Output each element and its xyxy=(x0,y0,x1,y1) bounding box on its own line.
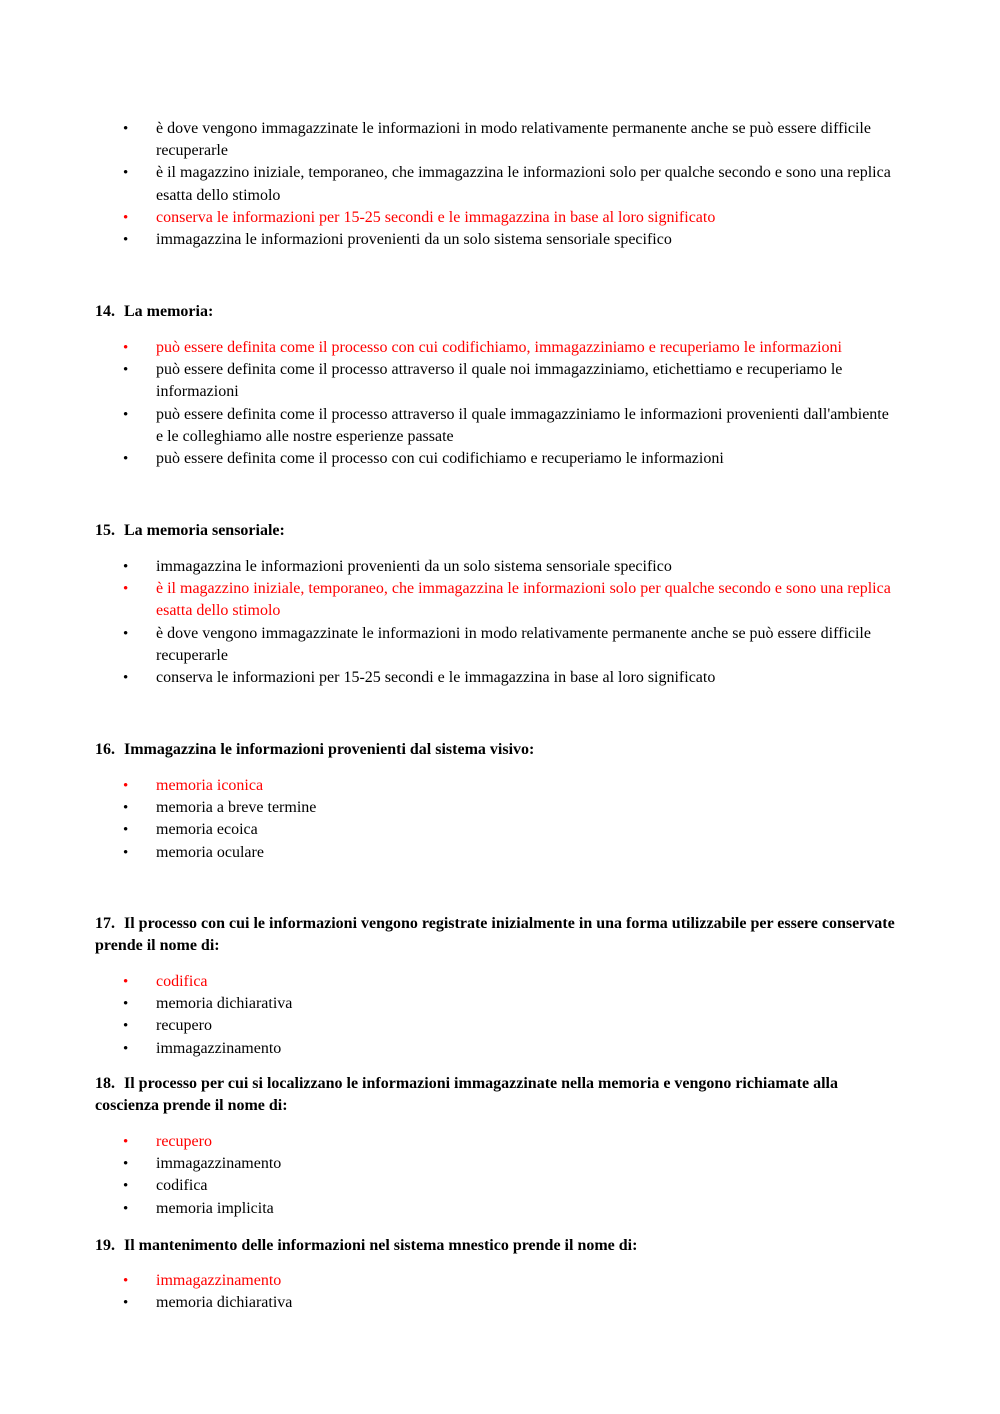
answer-text: memoria iconica xyxy=(156,777,264,794)
answer-text: immagazzinamento xyxy=(156,1155,282,1173)
answer-text: può essere definita come il processo attraverso il quale noi immagazziniamo, etichettiamo e recuperiamo le informazioni xyxy=(156,361,843,401)
answer-option xyxy=(95,1153,895,1175)
question-text: Il mantenimento delle informazioni nel sistema mnestico prende il nome di: xyxy=(124,1237,638,1254)
question-heading xyxy=(95,1073,895,1117)
answer-text: memoria ecoica xyxy=(156,821,258,839)
bullet-icon: • xyxy=(123,1200,129,1217)
answer-text: conserva le informazioni per 15-25 secondi e le immagazzina in base al loro significato xyxy=(156,208,716,226)
answer-option xyxy=(95,667,895,689)
answer-option xyxy=(95,118,895,162)
answer-text: può essere definita come il processo con cui codifichiamo e recuperiamo le informazioni xyxy=(156,450,724,468)
answer-text: immagazzinamento xyxy=(156,1272,282,1289)
question-text: Il processo per cui si localizzano le informazioni immagazzinate nella memoria e vengono richiamate alla coscienza prende il nome di: xyxy=(95,1075,838,1114)
answer-option xyxy=(95,819,895,841)
question-heading xyxy=(95,1235,895,1257)
question-heading xyxy=(95,520,895,542)
answer-text: è il magazzino iniziale, temporaneo, che immagazzina le informazioni solo per qualche secondo e sono una replica esatta dello stimolo xyxy=(156,580,891,620)
bullet-icon: • xyxy=(123,581,129,598)
answer-text: memoria dichiarativa xyxy=(156,1294,293,1312)
bullet-icon: • xyxy=(123,1134,129,1150)
answer-text: codifica xyxy=(156,973,208,990)
bullet-icon: • xyxy=(123,1178,129,1195)
bullet-icon: • xyxy=(123,625,129,642)
bullet-icon: • xyxy=(123,1040,129,1057)
answer-list xyxy=(95,775,895,864)
answer-option xyxy=(95,1292,895,1314)
answer-text: memoria dichiarativa xyxy=(156,995,293,1013)
bullet-icon: • xyxy=(123,974,129,990)
answer-list xyxy=(95,556,895,689)
bullet-icon: • xyxy=(123,670,129,687)
bullet-icon: • xyxy=(123,800,129,817)
answer-list xyxy=(95,1131,895,1220)
answer-text: conserva le informazioni per 15-25 secondi e le immagazzina in base al loro significato xyxy=(156,669,716,687)
bullet-icon: • xyxy=(123,362,129,379)
bullet-icon: • xyxy=(123,996,129,1013)
answer-text: codifica xyxy=(156,1177,208,1195)
question-number: 16. xyxy=(95,741,115,758)
answer-option xyxy=(95,556,895,578)
answer-option xyxy=(95,1175,895,1197)
answer-text: memoria oculare xyxy=(156,843,264,861)
answer-option xyxy=(95,993,895,1015)
bullet-icon: • xyxy=(123,165,129,182)
question-text: Immagazzina le informazioni provenienti dal sistema visivo: xyxy=(124,741,535,758)
answer-list xyxy=(95,971,895,1060)
question-heading xyxy=(95,913,895,957)
answer-option xyxy=(95,229,895,251)
answer-option xyxy=(95,404,895,448)
answer-option xyxy=(95,207,895,229)
answer-text: memoria implicita xyxy=(156,1199,274,1217)
answer-text: immagazzina le informazioni provenienti da un solo sistema sensoriale specifico xyxy=(156,558,672,575)
answer-text: può essere definita come il processo attraverso il quale immagazziniamo le informazioni provenienti dall'ambiente e le colleghiamo alle nostre esperienze passate xyxy=(156,405,889,445)
answer-text: recupero xyxy=(156,1017,212,1035)
answer-text: recupero xyxy=(156,1133,212,1150)
answer-list-top xyxy=(95,118,895,251)
question-number: 17. xyxy=(95,915,115,932)
answer-option xyxy=(95,337,895,359)
answer-option xyxy=(95,775,895,797)
answer-text: è dove vengono immagazzinate le informazioni in modo relativamente permanente anche se può essere difficile recuperarle xyxy=(156,624,871,664)
answer-list xyxy=(95,337,895,470)
bullet-icon: • xyxy=(123,209,129,226)
question-heading xyxy=(95,739,895,761)
answer-list xyxy=(95,1270,895,1314)
answer-text: memoria a breve termine xyxy=(156,799,317,817)
bullet-icon: • xyxy=(123,1273,129,1289)
answer-option xyxy=(95,797,895,819)
question-text: Il processo con cui le informazioni vengono registrate inizialmente in una forma utilizzabile per essere conservate prende il nome di: xyxy=(95,915,895,954)
answer-option xyxy=(95,1198,895,1220)
bullet-icon: • xyxy=(123,559,129,575)
question-number: 14. xyxy=(95,303,115,320)
question-text: La memoria sensoriale: xyxy=(124,522,285,539)
answer-option xyxy=(95,1131,895,1153)
answer-option xyxy=(95,162,895,206)
answer-text: può essere definita come il processo con cui codifichiamo, immagazziniamo e recuperiamo le informazioni xyxy=(156,339,842,356)
answer-text: immagazzina le informazioni provenienti da un solo sistema sensoriale specifico xyxy=(156,231,672,249)
answer-option xyxy=(95,842,895,864)
answer-option xyxy=(95,1270,895,1292)
bullet-icon: • xyxy=(123,232,129,249)
bullet-icon: • xyxy=(123,451,129,468)
answer-option xyxy=(95,359,895,403)
answer-option xyxy=(95,1038,895,1060)
bullet-icon: • xyxy=(123,1295,129,1312)
answer-option xyxy=(95,578,895,622)
bullet-icon: • xyxy=(123,121,129,137)
question-number: 15. xyxy=(95,522,115,539)
answer-option xyxy=(95,448,895,470)
question-number: 19. xyxy=(95,1237,115,1254)
question-number: 18. xyxy=(95,1075,115,1092)
answer-option xyxy=(95,623,895,667)
question-text: La memoria: xyxy=(124,303,214,320)
bullet-icon: • xyxy=(123,844,129,861)
bullet-icon: • xyxy=(123,406,129,423)
question-heading xyxy=(95,301,895,323)
bullet-icon: • xyxy=(123,1156,129,1173)
answer-text: è il magazzino iniziale, temporaneo, che immagazzina le informazioni solo per qualche secondo e sono una replica esatta dello stimolo xyxy=(156,164,891,204)
bullet-icon: • xyxy=(123,1018,129,1035)
bullet-icon: • xyxy=(123,778,129,794)
answer-option xyxy=(95,1015,895,1037)
answer-text: immagazzinamento xyxy=(156,1039,282,1057)
answer-text: è dove vengono immagazzinate le informazioni in modo relativamente permanente anche se può essere difficile recuperarle xyxy=(156,120,871,160)
bullet-icon: • xyxy=(123,822,129,839)
bullet-icon: • xyxy=(123,340,129,356)
answer-option xyxy=(95,971,895,993)
